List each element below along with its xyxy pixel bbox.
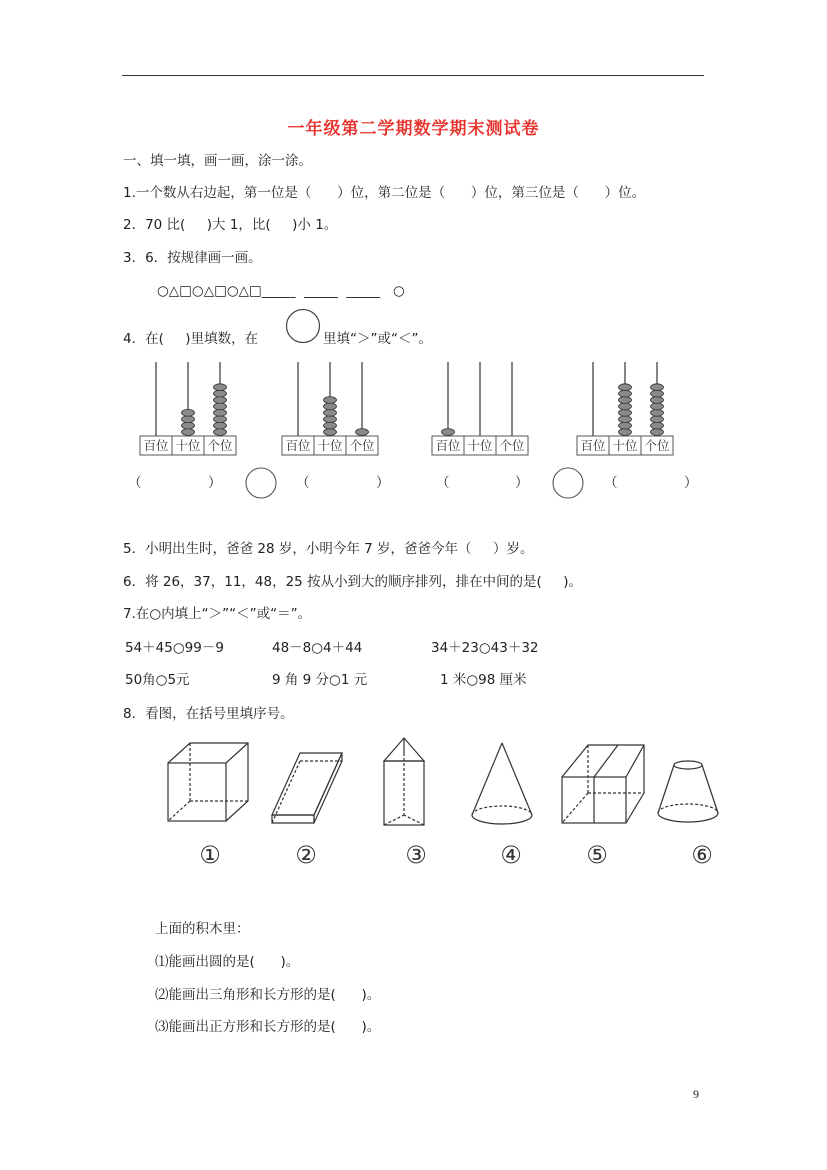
question-3: 3．6．按规律画一画。 bbox=[123, 250, 262, 266]
place-value-label: 个位 bbox=[499, 438, 525, 453]
abacus-bead bbox=[324, 397, 337, 404]
solid-label: ③ bbox=[405, 841, 427, 869]
abacus-bead bbox=[651, 409, 664, 416]
abacus-bead bbox=[356, 429, 369, 436]
abacus-bead bbox=[182, 416, 195, 423]
abacus-bead bbox=[182, 422, 195, 429]
abacus-1 bbox=[138, 360, 238, 458]
solid-label: ⑥ bbox=[691, 841, 713, 869]
abacus-bead bbox=[324, 429, 337, 436]
question-1: 1.一个数从右边起，第一位是（ ）位，第二位是（ ）位，第三位是（ ）位。 bbox=[123, 185, 646, 201]
abacus-bead bbox=[324, 403, 337, 410]
place-value-label: 百位 bbox=[285, 438, 311, 453]
abacus-bead bbox=[214, 390, 227, 397]
place-value-label: 百位 bbox=[580, 438, 606, 453]
place-value-label: 个位 bbox=[207, 438, 233, 453]
abacus-bead bbox=[214, 422, 227, 429]
abacus-bead bbox=[324, 416, 337, 423]
abacus-bead bbox=[182, 409, 195, 416]
answer-paren-close: ） bbox=[376, 475, 390, 491]
solid-label: ② bbox=[295, 841, 317, 869]
cube-icon bbox=[168, 743, 248, 821]
abacus-bead bbox=[182, 429, 195, 436]
cuboid-flat-icon bbox=[272, 753, 342, 823]
question-4-suffix: 里填“＞”或“＜”。 bbox=[323, 331, 432, 347]
abacus-bead bbox=[619, 390, 632, 397]
question-4-prefix: 4．在( )里填数，在 bbox=[123, 331, 259, 347]
abacus-bead bbox=[214, 409, 227, 416]
abacus-bead bbox=[619, 429, 632, 436]
abacus-4 bbox=[575, 360, 675, 458]
compare-expr: 48－8○4＋44 bbox=[272, 640, 363, 656]
abacus-2 bbox=[280, 360, 380, 458]
abacus-bead bbox=[619, 384, 632, 391]
abacus-bead bbox=[442, 429, 455, 436]
answer-paren-close: ） bbox=[208, 475, 222, 491]
abacus-bead bbox=[619, 409, 632, 416]
place-value-label: 十位 bbox=[175, 438, 201, 453]
question-6: 6．将 26，37，11，48，25 按从小到大的顺序排列，排在中间的是( )。 bbox=[123, 574, 583, 590]
question-5: 5．小明出生时，爸爸 28 岁，小明今年 7 岁，爸爸今年（ ）岁。 bbox=[123, 541, 534, 557]
place-value-label: 百位 bbox=[143, 438, 169, 453]
blocks-intro: 上面的积木里： bbox=[155, 921, 250, 937]
triangular-prism-icon bbox=[384, 738, 424, 825]
page-title: 一年级第二学期数学期末测试卷 bbox=[287, 119, 540, 139]
compare-expr: 50角○5元 bbox=[125, 672, 190, 688]
abacus-bead bbox=[324, 422, 337, 429]
abacus-bead bbox=[619, 403, 632, 410]
header-rule bbox=[122, 75, 704, 76]
compare-expr: 34＋23○43＋32 bbox=[431, 640, 539, 656]
solid-label: ⑤ bbox=[586, 841, 608, 869]
compare-circle-icon bbox=[285, 308, 321, 344]
answer-paren-open: （ bbox=[128, 475, 142, 491]
abacus-bead bbox=[651, 403, 664, 410]
compare-expr: 1 米○98 厘米 bbox=[440, 672, 527, 688]
cone-icon bbox=[472, 743, 532, 824]
question-7: 7.在○内填上“＞”“＜”或“＝”。 bbox=[123, 606, 312, 622]
abacus-bead bbox=[619, 422, 632, 429]
place-value-label: 十位 bbox=[612, 438, 638, 453]
section1-heading: 一、填一填，画一画，涂一涂。 bbox=[123, 153, 312, 169]
abacus-bead bbox=[651, 384, 664, 391]
place-value-label: 十位 bbox=[317, 438, 343, 453]
compare-circle-icon bbox=[245, 467, 279, 501]
answer-paren-close: ） bbox=[515, 475, 529, 491]
abacus-bead bbox=[214, 416, 227, 423]
blocks-sub-2: ⑵能画出三角形和长方形的是( )。 bbox=[155, 987, 381, 1003]
blocks-sub-3: ⑶能画出正方形和长方形的是( )。 bbox=[155, 1019, 381, 1035]
solid-label: ① bbox=[199, 841, 221, 869]
answer-paren-open: （ bbox=[604, 475, 618, 491]
compare-circle-icon bbox=[552, 467, 586, 501]
place-value-label: 个位 bbox=[349, 438, 375, 453]
place-value-label: 个位 bbox=[644, 438, 670, 453]
abacus-bead bbox=[214, 397, 227, 404]
abacus-bead bbox=[619, 397, 632, 404]
question-2: 2．70 比( )大 1，比( )小 1。 bbox=[123, 217, 338, 233]
abacus-bead bbox=[619, 416, 632, 423]
place-value-label: 百位 bbox=[435, 438, 461, 453]
blocks-sub-1: ⑴能画出圆的是( )。 bbox=[155, 954, 300, 970]
place-value-label: 十位 bbox=[467, 438, 493, 453]
abacus-bead bbox=[651, 422, 664, 429]
abacus-bead bbox=[651, 390, 664, 397]
question-8: 8．看图，在括号里填序号。 bbox=[123, 706, 294, 722]
abacus-bead bbox=[324, 409, 337, 416]
abacus-bead bbox=[651, 397, 664, 404]
answer-paren-close: ） bbox=[684, 475, 698, 491]
compare-expr: 54＋45○99－9 bbox=[125, 640, 224, 656]
abacus-bead bbox=[214, 429, 227, 436]
cuboid-icon bbox=[562, 745, 644, 823]
solids-figure bbox=[160, 735, 720, 875]
abacus-bead bbox=[651, 429, 664, 436]
abacus-bead bbox=[651, 416, 664, 423]
frustum-icon bbox=[658, 761, 718, 822]
abacus-bead bbox=[214, 384, 227, 391]
answer-paren-open: （ bbox=[436, 475, 450, 491]
answer-paren-open: （ bbox=[296, 475, 310, 491]
abacus-3 bbox=[430, 360, 530, 458]
abacus-bead bbox=[214, 403, 227, 410]
solid-label: ④ bbox=[500, 841, 522, 869]
page-number: 9 bbox=[693, 1087, 699, 1101]
compare-expr: 9 角 9 分○1 元 bbox=[272, 672, 368, 688]
shape-pattern: ○△□○△□○△□_____ _____ _____ ○ bbox=[157, 283, 405, 299]
